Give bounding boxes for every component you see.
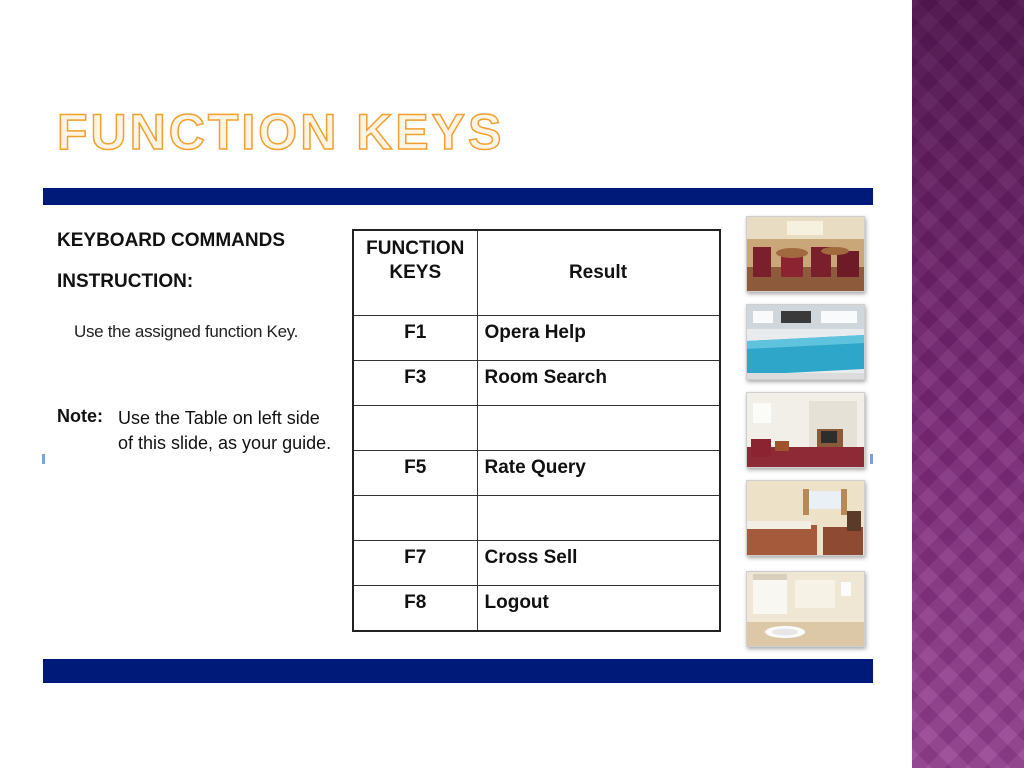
instruction-label: INSTRUCTION: — [57, 271, 194, 292]
key-cell: F8 — [353, 586, 477, 631]
pool-photo — [746, 304, 865, 380]
result-cell: Room Search — [477, 361, 720, 406]
bathroom-photo — [746, 571, 865, 647]
keyboard-commands-heading: KEYBOARD COMMANDS — [57, 230, 285, 251]
key-cell — [353, 496, 477, 541]
function-keys-header: FUNCTION KEYS — [353, 230, 477, 316]
left-marker — [42, 454, 45, 464]
right-marker — [870, 454, 873, 464]
table-row — [353, 541, 720, 586]
result-cell — [477, 406, 720, 451]
table-row — [353, 451, 720, 496]
dining-room-photo — [746, 216, 865, 292]
table-row — [353, 361, 720, 406]
table-header-row — [353, 230, 720, 316]
key-cell: F3 — [353, 361, 477, 406]
table-row — [353, 586, 720, 631]
key-cell: F7 — [353, 541, 477, 586]
table-row — [353, 316, 720, 361]
bedroom-photo — [746, 480, 865, 556]
key-cell: F1 — [353, 316, 477, 361]
result-header: Result — [477, 230, 720, 316]
side-decoration-panel — [912, 0, 1024, 768]
result-cell: Opera Help — [477, 316, 720, 361]
note-text: Use the Table on left side of this slide, as your guide. — [118, 408, 332, 453]
note-label: Note: — [57, 406, 103, 426]
function-keys-table — [352, 229, 721, 632]
key-cell: F5 — [353, 451, 477, 496]
result-cell: Cross Sell — [477, 541, 720, 586]
result-cell: Logout — [477, 586, 720, 631]
hotel-room-photo — [746, 392, 865, 468]
slide-title: FUNCTION KEYS — [57, 104, 505, 160]
instruction-text: Use the assigned function Key. — [74, 322, 299, 341]
result-cell — [477, 496, 720, 541]
key-cell — [353, 406, 477, 451]
bottom-accent-bar — [43, 659, 873, 683]
table-row — [353, 406, 720, 451]
table-row — [353, 496, 720, 541]
top-accent-bar — [43, 188, 873, 205]
result-cell: Rate Query — [477, 451, 720, 496]
